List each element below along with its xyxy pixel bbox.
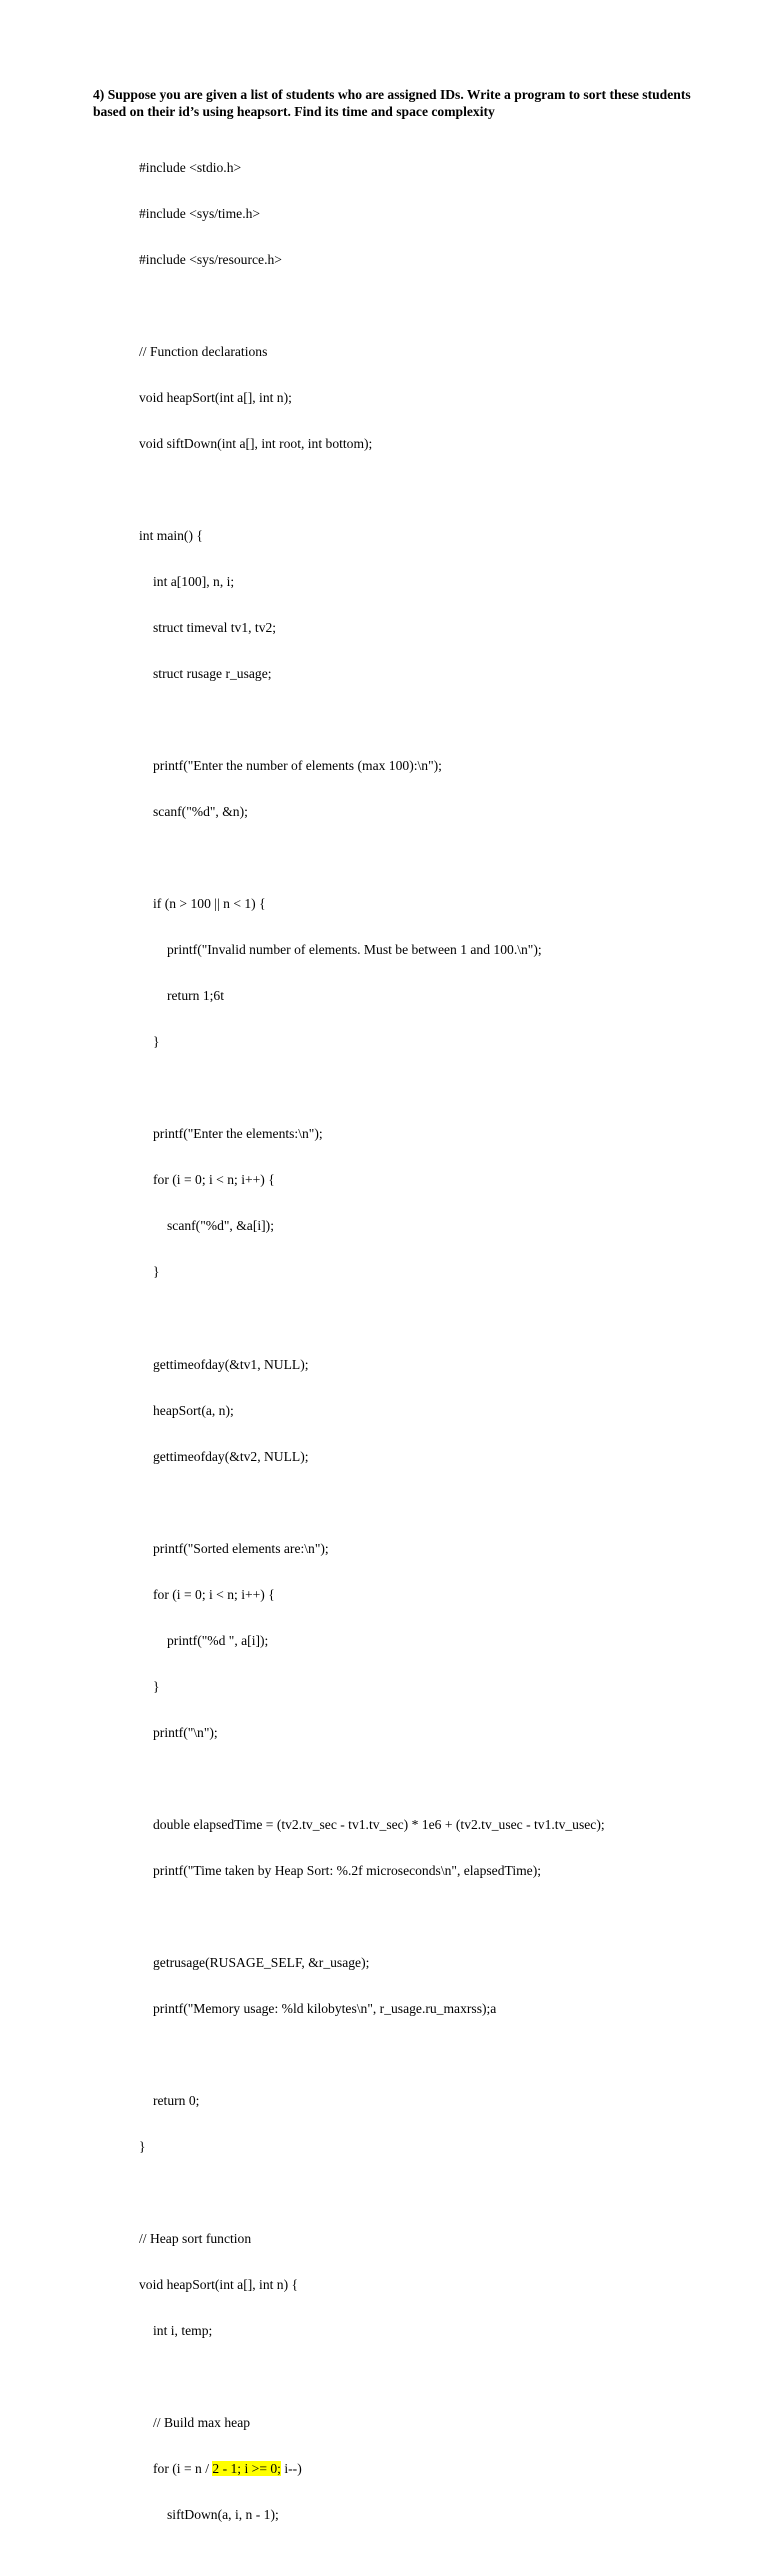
code-line: int i, temp; (153, 2323, 213, 2339)
blank-line (139, 712, 739, 727)
blank-line (139, 1771, 739, 1786)
blank-line (139, 1495, 739, 1510)
code-line: } (153, 1264, 160, 1280)
blank-line (139, 1310, 739, 1325)
code-block (139, 129, 739, 2553)
code-line: } (139, 2139, 146, 2155)
code-comment: // Heap sort function (139, 2231, 252, 2247)
code-line: printf("%d ", a[i]); (167, 1632, 269, 1648)
blank-line (139, 2369, 739, 2384)
code-line: void heapSort(int a[], int n) { (139, 2277, 299, 2293)
code-line: for (i = 0; i < n; i++) { (153, 1586, 275, 1602)
code-fragment: for (i = n / (153, 2461, 213, 2477)
blank-line (139, 1909, 739, 1924)
code-line: printf("Enter the number of elements (max 100):\n"); (153, 758, 442, 774)
blank-line (139, 298, 739, 313)
code-fragment: i--) (280, 2461, 302, 2477)
code-line: for (i = 0; i < n; i++) { (153, 1172, 275, 1188)
code-line: if (n > 100 || n < 1) { (153, 896, 266, 912)
code-line: getrusage(RUSAGE_SELF, &r_usage); (153, 1954, 370, 1970)
code-line: int main() { (139, 527, 203, 543)
code-line: void heapSort(int a[], int n); (139, 389, 292, 405)
code-line: #include <sys/time.h> (139, 205, 261, 221)
code-line: printf("Invalid number of elements. Must be between 1 and 100.\n"); (167, 942, 542, 958)
code-line: siftDown(a, i, n - 1); (167, 2507, 279, 2523)
question-heading: 4) Suppose you are given a list of students who are assigned IDs. Write a program to sort these students based on their id’s using heapsort. Find its time and space complexity (93, 87, 691, 119)
code-line: return 0; (153, 2093, 200, 2108)
code-line: #include <stdio.h> (139, 159, 242, 175)
highlighted-text: 2 - 1; i >= 0; (212, 2461, 281, 2477)
blank-line (139, 2047, 739, 2062)
code-line: printf("\n"); (153, 1724, 218, 1740)
code-line: void siftDown(int a[], int root, int bottom); (139, 435, 373, 451)
code-line: scanf("%d", &a[i]); (167, 1218, 274, 1234)
code-line: struct rusage r_usage; (153, 666, 272, 682)
code-line: } (153, 1034, 160, 1050)
code-line: printf("Enter the elements:\n"); (153, 1126, 323, 1142)
code-line: return 1;6t (167, 988, 225, 1004)
code-line: struct timeval tv1, tv2; (153, 620, 277, 635)
code-line: scanf("%d", &n); (153, 804, 248, 820)
code-line: gettimeofday(&tv2, NULL); (153, 1448, 309, 1464)
code-line: printf("Sorted elements are:\n"); (153, 1540, 329, 1556)
blank-line (139, 850, 739, 865)
code-line: heapSort(a, n); (153, 1402, 234, 1418)
code-line: } (153, 1678, 160, 1694)
code-line-highlighted (139, 2461, 739, 2476)
code-comment: // Build max heap (153, 2415, 251, 2431)
code-line: printf("Time taken by Heap Sort: %.2f microseconds\n", elapsedTime); (153, 1862, 542, 1878)
code-line: int a[100], n, i; (153, 573, 235, 589)
code-line: double elapsedTime = (tv2.tv_sec - tv1.tv_sec) * 1e6 + (tv2.tv_usec - tv1.tv_usec); (153, 1816, 605, 1832)
code-comment: // Function declarations (139, 343, 268, 359)
code-line: gettimeofday(&tv1, NULL); (153, 1356, 309, 1372)
blank-line (139, 2185, 739, 2200)
blank-line (139, 1080, 739, 1095)
blank-line (139, 482, 739, 497)
code-line: printf("Memory usage: %ld kilobytes\n", r_usage.ru_maxrss);a (153, 2000, 497, 2016)
code-line: #include <sys/resource.h> (139, 251, 282, 267)
